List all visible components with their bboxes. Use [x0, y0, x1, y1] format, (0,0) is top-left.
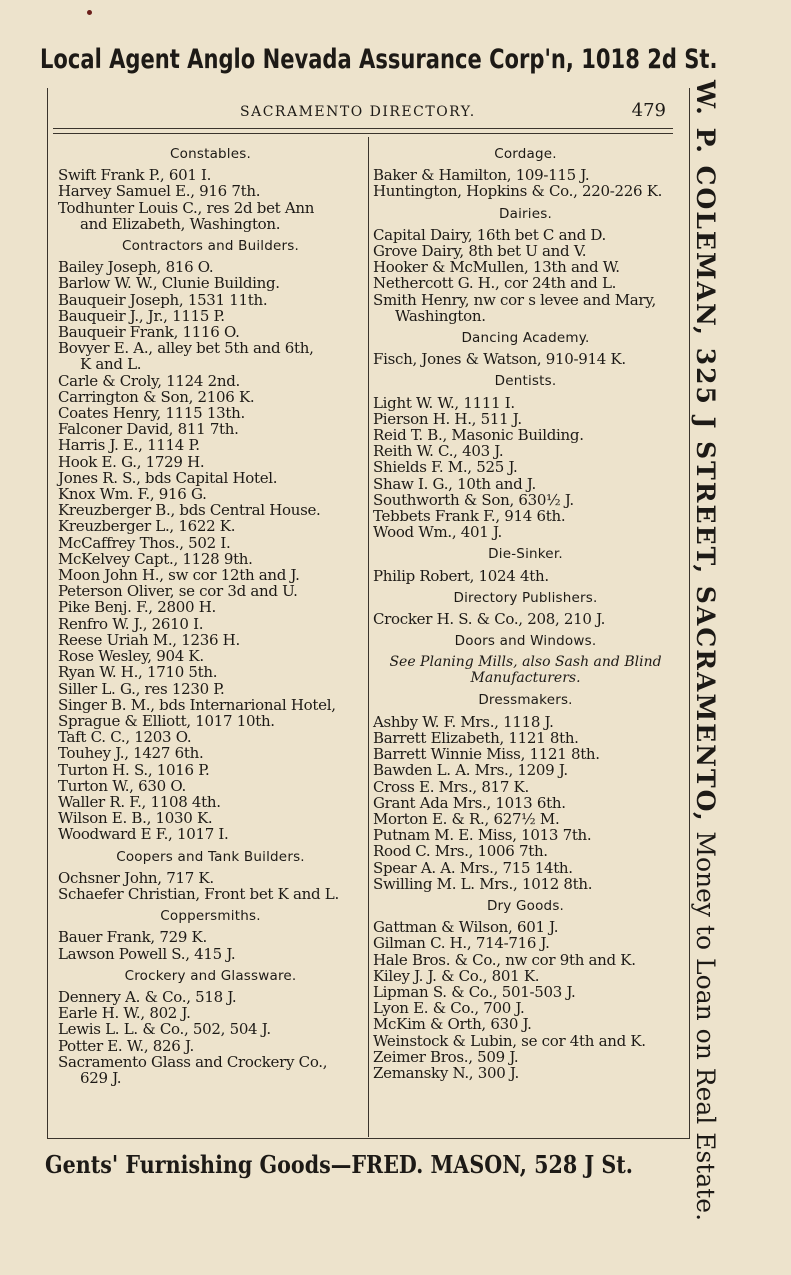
directory-entry: Hale Bros. & Co., nw cor 9th and K.: [373, 950, 636, 969]
side-ad-secondary: Money to Loan on Real Estate.: [691, 831, 720, 1222]
directory-entry: Barrett Winnie Miss, 1121 8th.: [373, 745, 600, 764]
ink-speck: [87, 10, 92, 15]
directory-entry: Huntington, Hopkins & Co., 220-226 K.: [373, 182, 663, 201]
directory-entry: Morton E. & R., 627½ M.: [373, 809, 560, 828]
directory-entry: Zemansky N., 300 J.: [373, 1063, 519, 1082]
directory-entry: Coates Henry, 1115 13th.: [58, 404, 245, 423]
directory-entry: Touhey J., 1427 6th.: [58, 744, 204, 763]
side-advertisement: [691, 80, 720, 1222]
section-heading: Coppersmiths.: [160, 908, 261, 925]
directory-entry: Hooker & McMullen, 13th and W.: [373, 258, 620, 277]
directory-entry: Knox Wm. F., 916 G.: [58, 485, 207, 504]
directory-entry: Dennery A. & Co., 518 J.: [58, 987, 237, 1006]
cross-reference-line: Manufacturers.: [470, 670, 581, 687]
directory-entry: Wilson E. B., 1030 K.: [58, 809, 213, 828]
directory-entry: Smith Henry, nw cor s levee and Mary,: [373, 290, 656, 309]
directory-entry: Moon John H., sw cor 12th and J.: [58, 566, 300, 585]
directory-entry: Schaefer Christian, Front bet K and L.: [58, 884, 339, 903]
directory-entry: Gattman & Wilson, 601 J.: [373, 918, 559, 937]
directory-entry-continuation: K and L.: [80, 355, 142, 374]
directory-entry: Weinstock & Lubin, se cor 4th and K.: [373, 1031, 646, 1050]
section-heading: Doors and Windows.: [454, 633, 597, 650]
directory-entry: Kiley J. J. & Co., 801 K.: [373, 966, 540, 985]
directory-entry: Light W. W., 1111 I.: [373, 393, 515, 412]
directory-entry-continuation: Washington.: [395, 306, 486, 325]
directory-entry: Ryan W. H., 1710 5th.: [58, 663, 218, 682]
directory-entry: Harris J. E., 1114 P.: [58, 436, 200, 455]
directory-entry: Zeimer Bros., 509 J.: [373, 1047, 519, 1066]
directory-entry: Rose Wesley, 904 K.: [58, 647, 204, 666]
directory-entry: Kreuzberger L., 1622 K.: [58, 517, 236, 536]
directory-entry: Rood C. Mrs., 1006 7th.: [373, 842, 548, 861]
directory-entry: Siller L. G., res 1230 P.: [58, 679, 225, 698]
directory-entry: Falconer David, 811 7th.: [58, 420, 239, 439]
directory-entry: Gilman C. H., 714-716 J.: [373, 934, 550, 953]
directory-entry: Turton H. S., 1016 P.: [58, 760, 210, 779]
directory-entry: Philip Robert, 1024 4th.: [373, 566, 549, 585]
section-heading: Constables.: [170, 146, 251, 162]
directory-entry: Pike Benj. F., 2800 H.: [58, 598, 216, 617]
directory-entry: Bauer Frank, 729 K.: [58, 928, 207, 947]
directory-entry: Sprague & Elliott, 1017 10th.: [58, 711, 275, 730]
directory-entry: McCaffrey Thos., 502 I.: [58, 533, 231, 552]
section-heading: Dentists.: [494, 373, 557, 390]
directory-entry: Tebbets Frank F., 914 6th.: [373, 507, 566, 526]
section-heading: Dry Goods.: [486, 897, 565, 914]
left-column: [58, 142, 363, 1086]
section-heading: Dressmakers.: [478, 692, 573, 709]
directory-entry: Woodward E F., 1017 I.: [58, 825, 229, 844]
page-header: [47, 98, 688, 122]
directory-entry: Barlow W. W., Clunie Building.: [58, 274, 280, 293]
section-heading: Dairies.: [499, 205, 552, 222]
directory-entry: Hook E. G., 1729 H.: [58, 452, 205, 471]
section-heading: Directory Publishers.: [453, 589, 598, 606]
section-heading: Die-Sinker.: [488, 546, 563, 563]
directory-entry: Earle H. W., 802 J.: [58, 1004, 191, 1023]
directory-entry: Peterson Oliver, se cor 3d and U.: [58, 582, 298, 601]
directory-entry: Harvey Samuel E., 916 7th.: [58, 182, 261, 201]
directory-entry: Lewis L. L. & Co., 502, 504 J.: [58, 1020, 271, 1039]
directory-entry: Capital Dairy, 16th bet C and D.: [373, 225, 607, 244]
page-title: SACRAMENTO DIRECTORY.: [240, 104, 476, 120]
directory-entry-continuation: and Elizabeth, Washington.: [80, 214, 281, 233]
directory-entry: Pierson H. H., 511 J.: [373, 409, 522, 428]
section-heading: Contractors and Builders.: [122, 238, 299, 255]
directory-entry: Potter E. W., 826 J.: [58, 1036, 194, 1055]
directory-entry-continuation: 629 J.: [80, 1068, 122, 1087]
directory-entry: Turton W., 630 O.: [58, 776, 186, 795]
directory-entry: Shields F. M., 525 J.: [373, 458, 518, 477]
directory-entry: Shaw I. G., 10th and J.: [373, 474, 536, 493]
directory-entry: Ashby W. F. Mrs., 1118 J.: [373, 712, 554, 731]
bottom-advertisement: Gents' Furnishing Goods—FRED. MASON, 528 J St.: [45, 1150, 633, 1179]
directory-entry: Bauqueir Frank, 1116 O.: [58, 323, 240, 342]
header-rule-thin: [53, 133, 673, 134]
directory-entry: Grove Dairy, 8th bet U and V.: [373, 242, 587, 261]
directory-entry: Cross E. Mrs., 817 K.: [373, 777, 529, 796]
directory-entry: Fisch, Jones & Watson, 910-914 K.: [373, 350, 626, 369]
directory-entry: Bailey Joseph, 816 O.: [58, 258, 214, 277]
directory-entry: Baker & Hamilton, 109-115 J.: [373, 166, 590, 185]
directory-entry: Singer B. M., bds Internarional Hotel,: [58, 695, 336, 714]
directory-entry: Spear A. A. Mrs., 715 14th.: [373, 858, 573, 877]
directory-entry: Taft C. C., 1203 O.: [58, 728, 192, 747]
directory-entry: Barrett Elizabeth, 1121 8th.: [373, 728, 579, 747]
directory-entry: Bovyer E. A., alley bet 5th and 6th,: [58, 339, 314, 358]
section-heading: Cordage.: [494, 146, 557, 162]
cross-reference-line: See Planing Mills, also Sash and Blind: [389, 654, 662, 671]
directory-entry: Sacramento Glass and Crockery Co.,: [58, 1052, 328, 1071]
column-separator: [368, 137, 369, 1137]
directory-entry: Kreuzberger B., bds Central House.: [58, 501, 321, 520]
directory-entry: Grant Ada Mrs., 1013 6th.: [373, 793, 566, 812]
directory-entry: Renfro W. J., 2610 I.: [58, 614, 204, 633]
directory-entry: Ochsner John, 717 K.: [58, 868, 214, 887]
directory-entry: Bauqueir J., Jr., 1115 P.: [58, 306, 225, 325]
directory-entry: Bauqueir Joseph, 1531 11th.: [58, 290, 268, 309]
directory-entry: Carrington & Son, 2106 K.: [58, 387, 255, 406]
directory-entry: Carle & Croly, 1124 2nd.: [58, 371, 240, 390]
directory-entry: Lyon E. & Co., 700 J.: [373, 999, 525, 1018]
directory-entry: Swift Frank P., 601 I.: [58, 166, 212, 185]
directory-entry: Putnam M. E. Miss, 1013 7th.: [373, 826, 592, 845]
cross-reference-note: [373, 654, 678, 686]
directory-entry: Waller R. F., 1108 4th.: [58, 792, 221, 811]
right-column: [373, 142, 678, 1081]
directory-entry: Southworth & Son, 630½ J.: [373, 490, 574, 509]
section-heading: Coopers and Tank Builders.: [116, 848, 305, 865]
top-advertisement: Local Agent Anglo Nevada Assurance Corp'n, 1018 2d St.: [40, 44, 718, 75]
directory-entry: Jones R. S., bds Capital Hotel.: [58, 468, 278, 487]
header-rule: [53, 128, 673, 129]
directory-entry: Todhunter Louis C., res 2d bet Ann: [58, 198, 315, 217]
directory-entry: Lipman S. & Co., 501-503 J.: [373, 982, 576, 1001]
directory-entry: McKim & Orth, 630 J.: [373, 1015, 532, 1034]
directory-entry: Reese Uriah M., 1236 H.: [58, 630, 240, 649]
directory-entry: Reid T. B., Masonic Building.: [373, 426, 584, 445]
directory-entry: Bawden L. A. Mrs., 1209 J.: [373, 761, 568, 780]
directory-entry: Crocker H. S. & Co., 208, 210 J.: [373, 610, 606, 629]
directory-entry: Reith W. C., 403 J.: [373, 442, 504, 461]
directory-entry: Swilling M. L. Mrs., 1012 8th.: [373, 874, 593, 893]
directory-entry: Lawson Powell S., 415 J.: [58, 944, 236, 963]
section-heading: Crockery and Glassware.: [124, 967, 297, 984]
section-heading: Dancing Academy.: [461, 330, 590, 347]
directory-entry: Wood Wm., 401 J.: [373, 523, 502, 542]
side-ad-primary: W. P. COLEMAN, 325 J STREET, SACRAMENTO,: [691, 80, 720, 823]
directory-entry: Nethercott G. H., cor 24th and L.: [373, 274, 617, 293]
directory-entry: McKelvey Capt., 1128 9th.: [58, 549, 253, 568]
page-number: 479: [631, 100, 666, 121]
